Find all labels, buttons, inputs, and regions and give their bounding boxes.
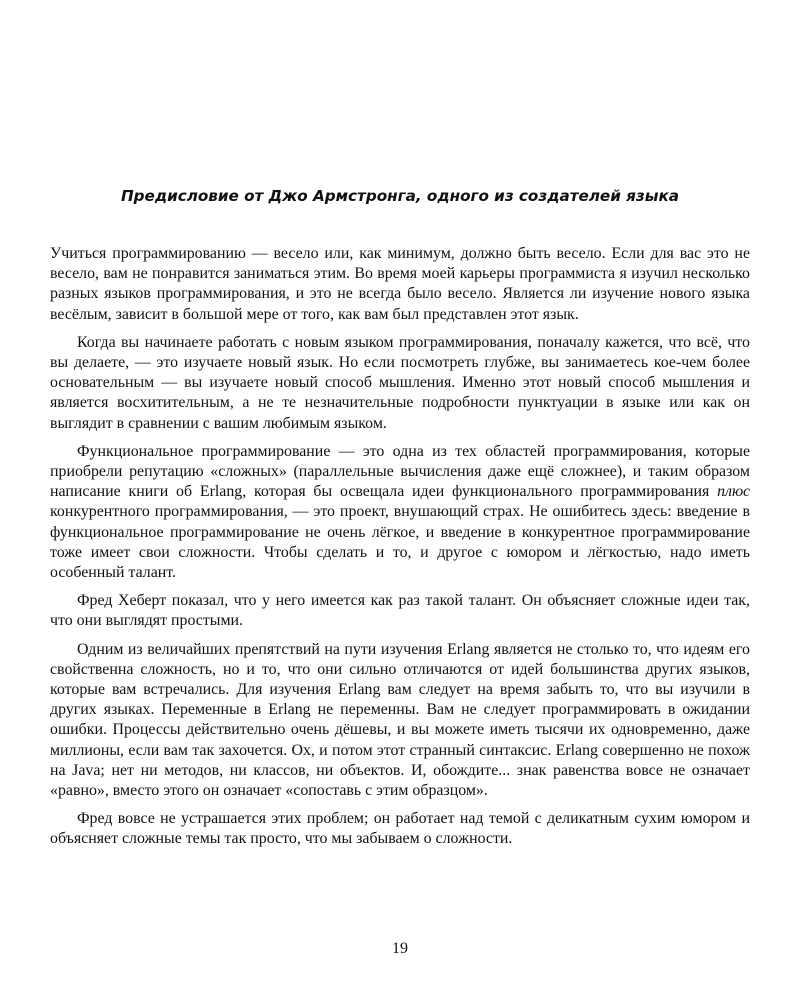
paragraph-1: Учиться программированию — весело или, как минимум, должно быть весело. Если для вас это не весело, вам не понравится заниматься этим. Во время моей карьеры программиста я изучил несколько разных языков программирования, и это не всегда было весело. Является ли изучение нового языка весёлым, зависит в большой мере от того, как вам был представлен этот язык. — [50, 245, 750, 323]
paragraph-3-emphasis: плюс — [717, 483, 750, 501]
paragraph-3-part-1: Функциональное программирование — это одна из тех областей программирования, которые приобрели репутацию «сложных» (параллельные вычисления даже ещё сложнее), и таким образом написание книги об Erlang, которая бы освещала идеи функционального программирования — [50, 442, 750, 501]
paragraph-4: Фред Хеберт показал, что у него имеется как раз такой талант. Он объясняет сложные идеи так, что они выглядят простыми. — [50, 592, 750, 630]
page-number: 19 — [392, 940, 408, 957]
paragraph-6: Фред вовсе не устрашается этих проблем; он работает над темой с деликатным сухим юмором и объясняет сложные темы так просто, что мы забываем о сложности. — [50, 810, 750, 848]
paragraph-5: Одним из величайших препятствий на пути изучения Erlang является не столько то, что идеям его свойственна сложность, но и то, что они сильно отличаются от идей большинства других языков, которые вам встречались. Для изучения Erlang вам следует на время забыть то, что вы изучили в других языках. Переменные в Erlang не переменны. Вам не следует программировать в ожидании ошибки. Процессы действительно очень дёшевы, и вы можете иметь тысячи их одновременно, даже миллионы, если вам так захочется. Ох, и потом этот странный синтаксис. Erlang совершенно не похож на Java; нет ни методов, ни классов, ни объектов. И, обождите... знак равенства вовсе не означает «равно», вместо этого он означает «сопоставь с этим образцом». — [50, 640, 750, 800]
body-text — [50, 244, 750, 858]
chapter-title: Предисловие от Джо Армстронга, одного из создателей языка — [120, 187, 680, 205]
paragraph-2: Когда вы начинаете работать с новым языком программирования, поначалу кажется, что всё, что вы делаете, — это изучаете новый язык. Но если посмотреть глубже, вы занимаетесь кое-чем более основательным — вы изучаете новый способ мышления. Именно этот новый способ мышления и является восхитительным, а не те незначительные подробности пунктуации в языке или как он выглядит в сравнении с вашим любимым языком. — [50, 333, 750, 432]
paragraph-3-part-2: конкурентного программирования, — это проект, внушающий страх. Не ошибитесь здесь: введение в функциональное программирование не очень лёгкое, и введение в конкурентное программирование тоже имеет свои сложности. Чтобы сделать и то, и другое с юмором и лёгкостью, надо иметь особенный талант. — [50, 503, 750, 582]
paragraph-3 — [50, 442, 750, 583]
